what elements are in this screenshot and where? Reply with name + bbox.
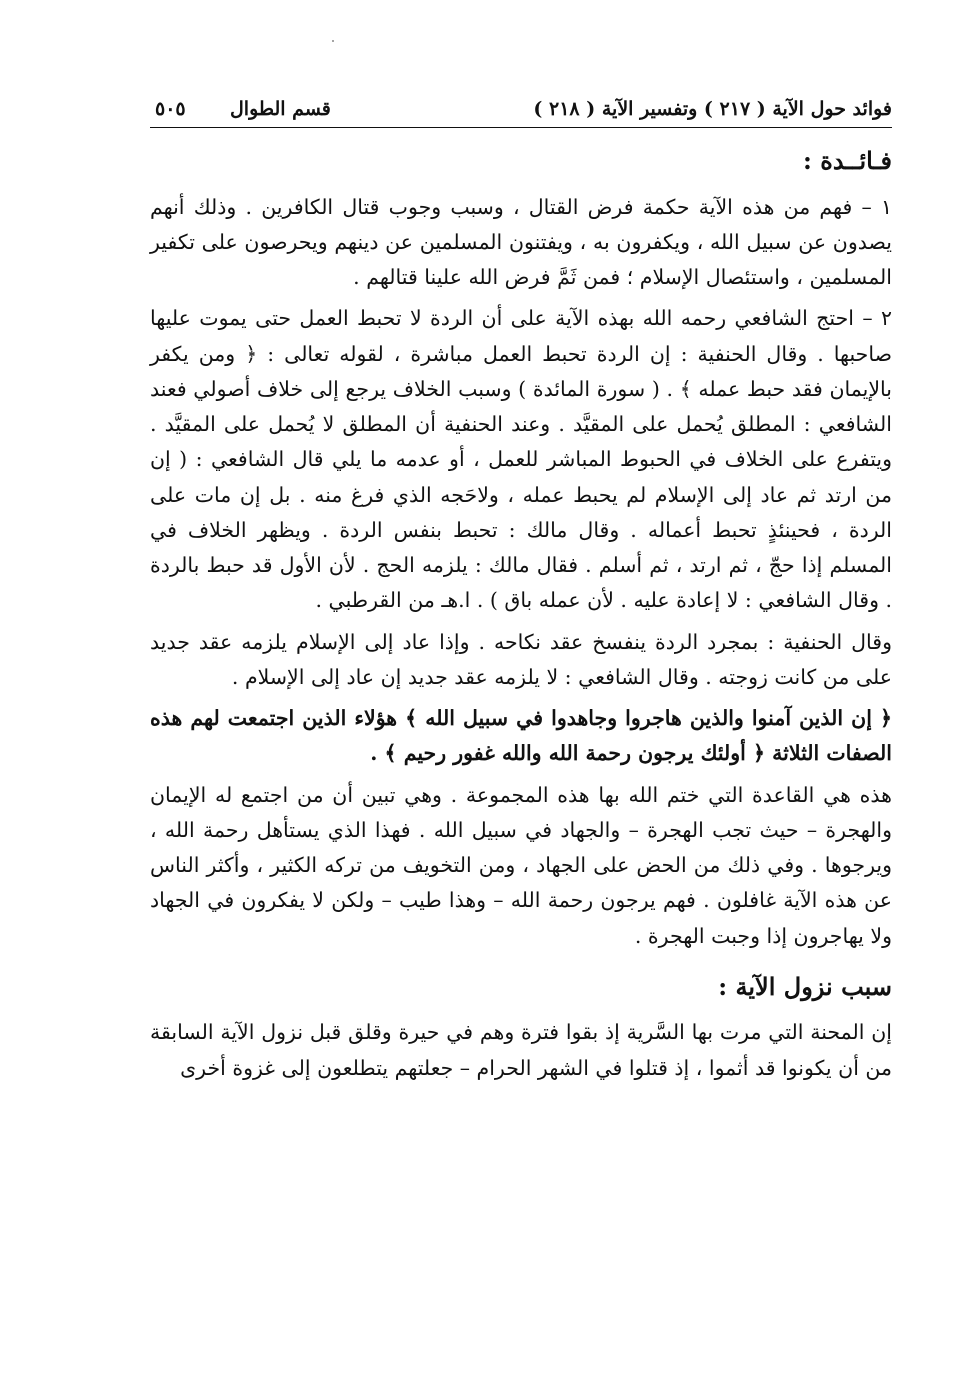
section-name: قسم الطوال: [230, 98, 331, 120]
benefit-heading: فـائــدة :: [803, 146, 892, 175]
paragraph-revelation-cause: إن المحنة التي مرت بها السَّرية إذ بقوا فترة وهم في حيرة وقلق قبل نزول الآية السابقة من أن يكونوا قد أثموا ، إذ قتلوا في الشهر الحرام – جعلتهم يتطلعون إلى غزوة أخرى: [150, 1020, 892, 1080]
running-header: [150, 88, 892, 128]
paragraph-hanafi-view: وقال الحنفية : بمجرد الردة ينفسخ عقد نكاحه . وإذا عاد إلى الإسلام يلزمه عقد جديد على من كانت زوجته . وقال الشافعي : لا يلزمه عقد جديد إن عاد إلى الإسلام .: [150, 629, 892, 689]
page-number: ٥٠٥: [155, 98, 186, 120]
header-rule: [150, 127, 892, 128]
chapter-title: فوائد حول الآية ( ٢١٧ ) وتفسير الآية ( ٢١٨ ): [533, 98, 892, 120]
revelation-cause-heading: سبب نزول الآية :: [718, 971, 892, 1001]
paragraph-verse-quote: ﴿ إن الذين آمنوا والذين هاجروا وجاهدوا في سبيل الله ﴾ هؤلاء الذين اجتمعت لهم هذه الصفات الثلاثة ﴿ أولئك يرجون رحمة الله والله غفور رحيم ﴾ .: [150, 706, 892, 766]
paragraph-point-2: ٢ – احتج الشافعي رحمه الله بهذه الآية على أن الردة لا تحبط العمل حتى يموت عليها صاحبها . وقال الحنفية : إن الردة تحبط العمل مباشرة ، لقوله تعالى : ﴿ ومن يكفر بالإيمان فقد حبط عمله ﴾ . ( سورة المائدة ) وسبب الخلاف يرجع إلى خلاف أصولي فعند الشافعي : المطلق يُحمل على المقيَّد . وعند الحنفية أن المطلق لا يُحمل على المقيَّد . ويتفرع على الخلاف في الحبوط المباشر للعمل ، أو عدمه ما يلي قال الشافعي : ( إن من ارتد ثم عاد إلى الإسلام لم يحبط عمله ، ولاحَجه الذي فرغ منه . بل إن مات على الردة ، فحينئذٍ تحبط أعماله . وقال مالك : تحبط بنفس الردة . ويظهر الخلاف في المسلم إذا حجّ ، ثم ارتد ، ثم أسلم . فقال مالك : يلزمه الحج . لأن الأول قد حبط بالردة . وقال الشافعي : لا إعادة عليه . لأن عمله باق ) . ا.هـ من القرطبي .: [150, 306, 892, 613]
book-page: [150, 88, 892, 1092]
paragraph-point-1: ١ – فهم من هذه الآية حكمة فرض القتال ، وسبب وجوب قتال الكافرين . وذلك أنهم يصدون عن سبيل الله ، ويكفرون به ، ويفتنون المسلمين عن دينهم ويحرصون على تكفير المسلمين ، واستئصال الإسلام ؛ فمن ثَمَّ فرض الله علينا قتالهم .: [150, 194, 892, 290]
paragraph-rule: هذه هي القاعدة التي ختم الله بها هذه المجموعة . وهي تبين أن من اجتمع له الإيمان والهجرة – حيث تجب الهجرة – والجهاد في سبيل الله . فهذا الذي يستأهل رحمة الله ، ويرجوها . وفي ذلك من الحض على الجهاد ، ومن التخويف من تركه الكثير ، وأكثر الناس عن هذه الآية غافلون . فهم يرجون رحمة الله – وهذا طيب – ولكن لا يفكرون في الجهاد ولا يهاجرون إذا وجبت الهجرة .: [150, 782, 892, 948]
scan-speck: [332, 40, 334, 42]
